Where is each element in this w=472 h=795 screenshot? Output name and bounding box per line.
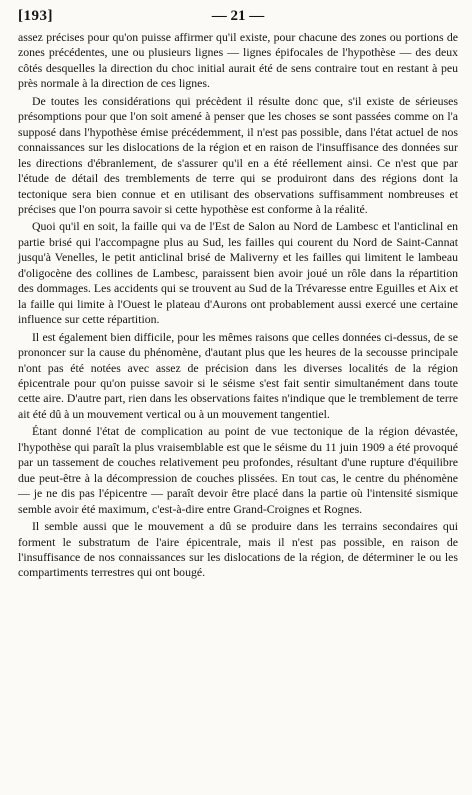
page-header (18, 6, 458, 30)
page-reference: [193] (18, 8, 53, 24)
body-text (18, 30, 458, 581)
paragraph: assez précises pour qu'on puisse affirmer qu'il existe, pour chacune des zones ou portions de zones précédentes, une ou plusieurs lignes — lignes épifocales de l'hypothèse — des deux côtés desquelles la direction du choc initial aurait été de sens contraire tout en restant à peu près normale à la direction de ces lignes. (18, 30, 458, 91)
paragraph: Il est également bien difficile, pour les mêmes raisons que celles données ci-dessus, de se prononcer sur la cause du phénomène, d'autant plus que les heures de la secousse principale n'ont pas été notées avec assez de précision dans les diverses localités de la région épicentrale pour qu'on puisse savoir si le séisme s'est fait sentir simultanément dans toute cette aire. D'autre part, rien dans les observations faites n'indique que le tremblement de terre ait été dû à un mouvement vertical ou à un mouvement tangentiel. (18, 329, 458, 421)
paragraph: Étant donné l'état de complication au point de vue tectonique de la région dévastée, l'hypothèse qui paraît la plus vraisemblable est que le séisme du 11 juin 1909 a été provoqué par un tassement de couches relativement peu profondes, résultant d'une rupture d'équilibre due peut-être à la décompression de couches plissées. En tout cas, le centre du phénomène — je ne dis pas l'épicentre — paraît devoir être placé dans la partie où l'intensité sismique semble avoir été maximum, c'est-à-dire entre Grand-Croignes et Rognes. (18, 424, 458, 516)
page-number: — 21 — (211, 8, 265, 24)
paragraph: Quoi qu'il en soit, la faille qui va de l'Est de Salon au Nord de Lambesc et l'anticlinal en partie brisé qui l'accompagne plus au Sud, les failles qui courent du Nord de Saint-Cannat jusqu'à Venelles, le petit anticlinal brisé de Maliverny et les failles qui limitent le lambeau d'oligocène des collines de Lambesc, paraissent bien avoir joué un rôle dans la répartition des dommages. Les accidents qui se trouvent au Sud de la Trévaresse entre Eguilles et Aix et la faille qui limite à l'Ouest le plateau d'Aurons ont probablement aussi exercé une certaine influence sur cette répartition. (18, 219, 458, 327)
paragraph: De toutes les considérations qui précèdent il résulte donc que, s'il existe de sérieuses présomptions pour que l'on soit amené à penser que les choses se sont passées comme on l'a supposé dans l'hypothèse émise précédemment, il n'est pas possible, dans l'état actuel de nos connaissances sur les dislocations de la région et en raison de l'insuffisance des données sur les directions d'ébranlement, de s'assurer qu'il en a été réellement ainsi. Ce n'est que par l'étude de détail des tremblements de terre qui se produiront dans des régions dont la tectonique sera bien connue et en utilisant des observations suffisamment nombreuses et précises que l'on pourra savoir si cette hypothèse est conforme à la réalité. (18, 93, 458, 216)
paragraph: Il semble aussi que le mouvement a dû se produire dans les terrains secondaires qui forment le substratum de l'aire épicentrale, mais il n'est pas possible, en raison de l'insuffisance de nos connaissances sur les dislocations de la région, de déterminer le ou les compartiments terrestres qui ont bougé. (18, 519, 458, 580)
